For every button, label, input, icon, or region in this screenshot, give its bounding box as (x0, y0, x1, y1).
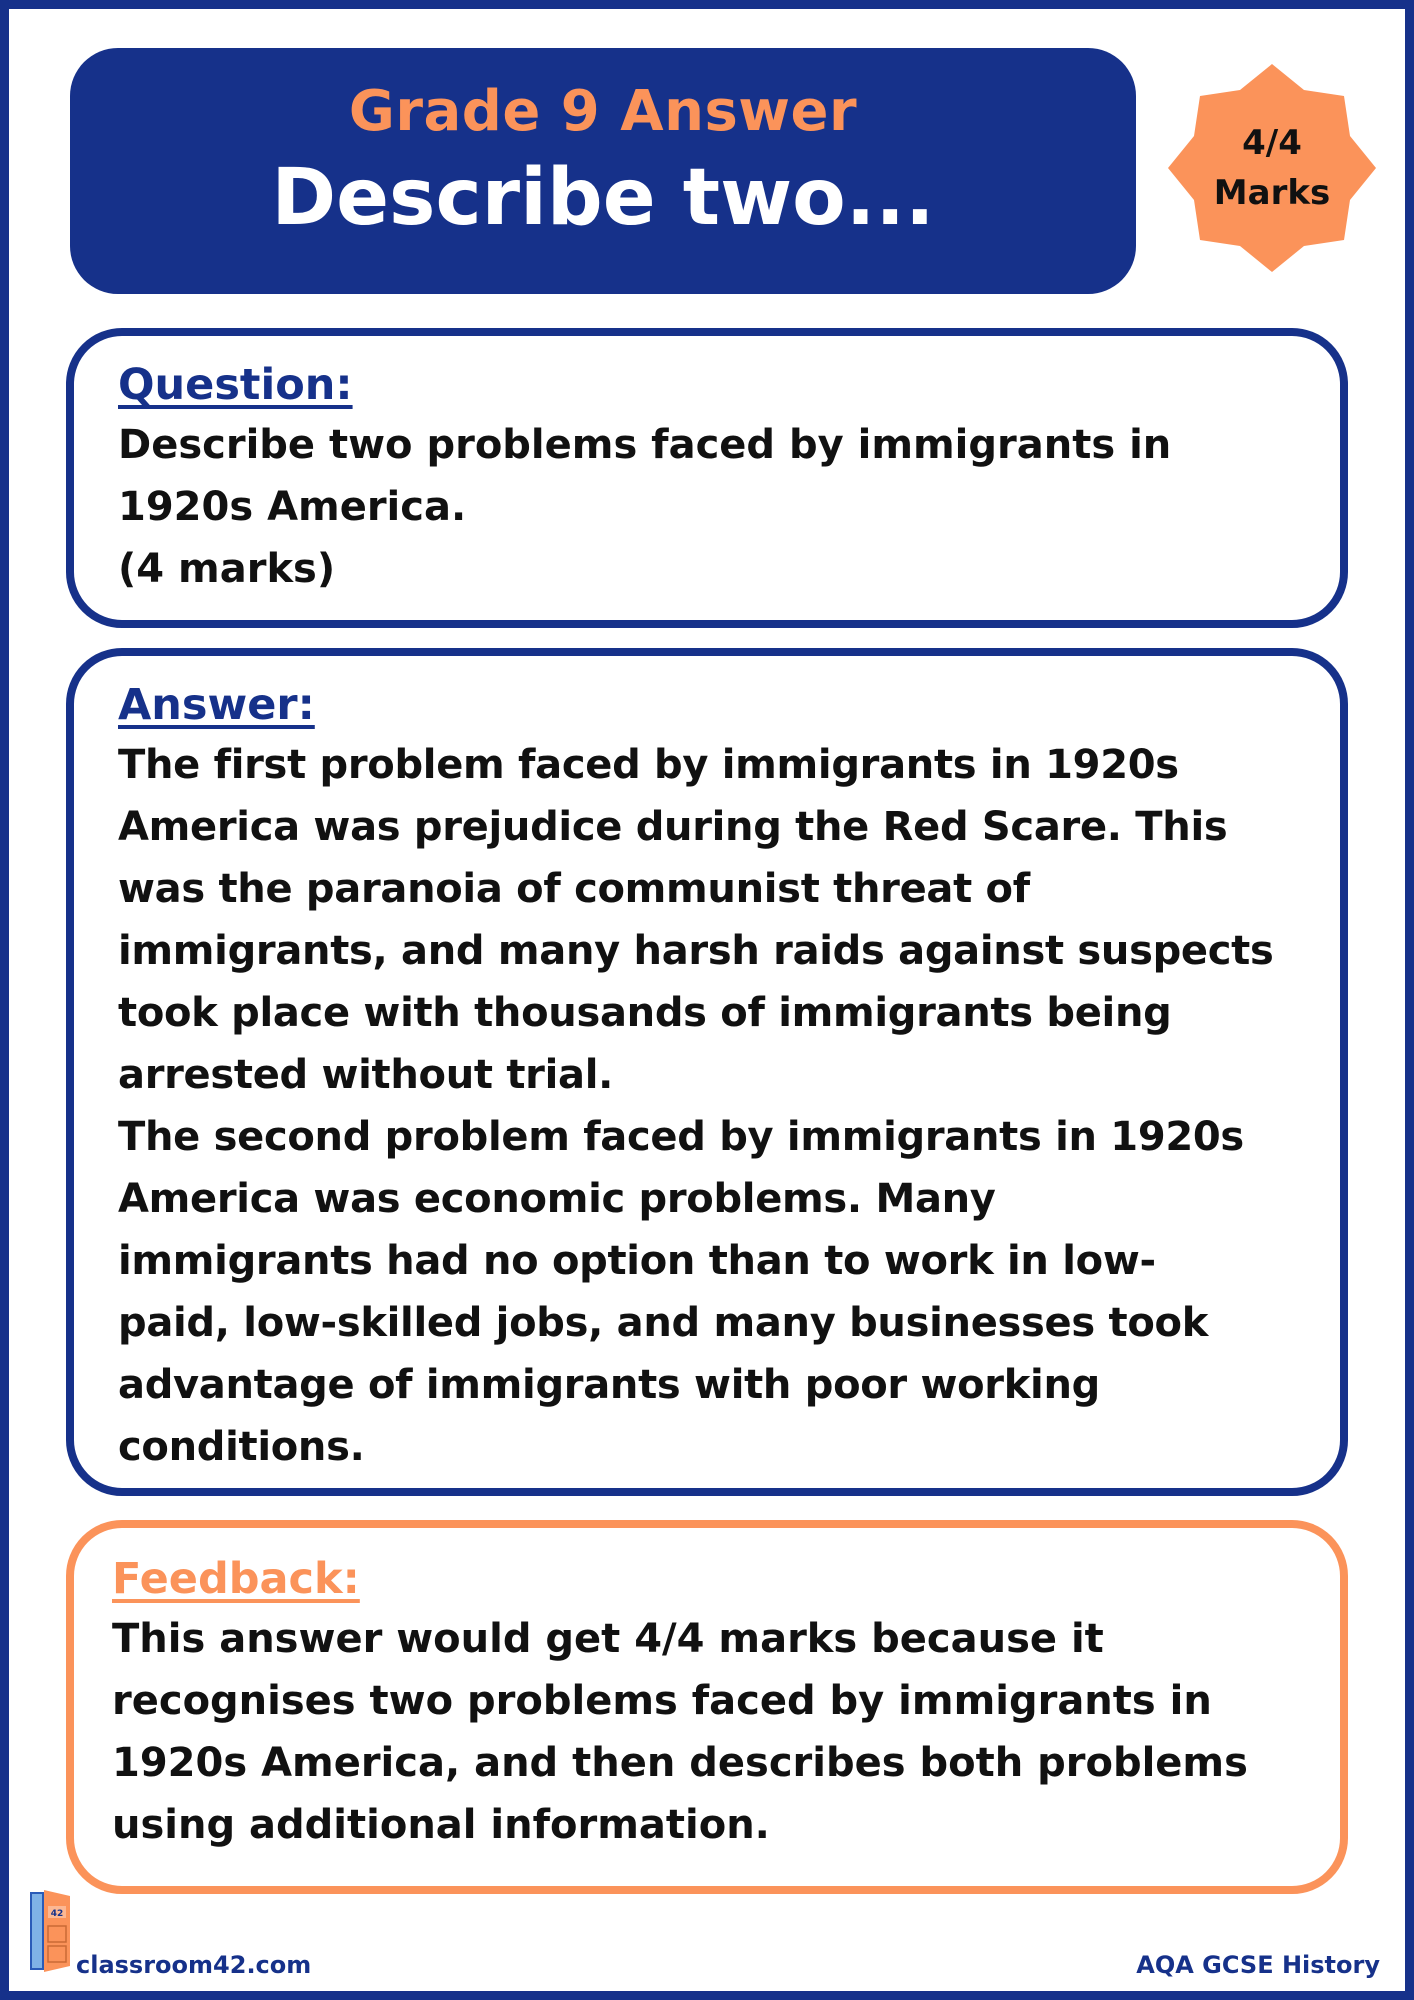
header-banner (70, 48, 1136, 294)
feedback-line: This answer would get 4/4 marks because it (112, 1616, 1104, 1662)
feedback-line: using additional information. (112, 1802, 770, 1848)
answer-line: conditions. (118, 1424, 365, 1470)
answer-line: arrested without trial. (118, 1052, 614, 1098)
feedback-line: 1920s America, and then describes both problems (112, 1740, 1248, 1786)
question-line: Describe two problems faced by immigrants in (118, 422, 1172, 468)
question-marks: (4 marks) (118, 546, 336, 592)
feedback-box (66, 1520, 1348, 1894)
answer-line: The first problem faced by immigrants in 1920s (118, 742, 1179, 788)
marks-badge (1166, 62, 1378, 274)
page-title: Describe two... (271, 153, 935, 243)
answer-label: Answer: (118, 680, 315, 730)
footer-subject: AQA GCSE History (1136, 1951, 1380, 1979)
question-line: 1920s America. (118, 484, 467, 530)
answer-line: immigrants had no option than to work in low- (118, 1238, 1156, 1284)
answer-line: advantage of immigrants with poor working (118, 1362, 1100, 1408)
answer-box (66, 648, 1348, 1496)
question-label: Question: (118, 360, 353, 410)
answer-line: America was economic problems. Many (118, 1176, 996, 1222)
badge-score: 4/4 (1242, 123, 1302, 163)
classroom-door-logo-icon (28, 1888, 72, 1974)
feedback-label: Feedback: (112, 1554, 360, 1604)
answer-line: took place with thousands of immigrants being (118, 990, 1172, 1036)
question-box (66, 328, 1348, 628)
logo-number: 42 (50, 1909, 64, 1919)
footer-website[interactable]: classroom42.com (76, 1951, 312, 1979)
badge-label: Marks (1213, 173, 1331, 213)
answer-line: The second problem faced by immigrants in 1920s (118, 1114, 1244, 1160)
header-subtitle: Grade 9 Answer (348, 79, 858, 144)
answer-line: immigrants, and many harsh raids against suspects (118, 928, 1274, 974)
answer-line: was the paranoia of communist threat of (118, 866, 1030, 912)
answer-line: paid, low-skilled jobs, and many businesses took (118, 1300, 1208, 1346)
answer-line: America was prejudice during the Red Scare. This (118, 804, 1228, 850)
feedback-line: recognises two problems faced by immigrants in (112, 1678, 1212, 1724)
